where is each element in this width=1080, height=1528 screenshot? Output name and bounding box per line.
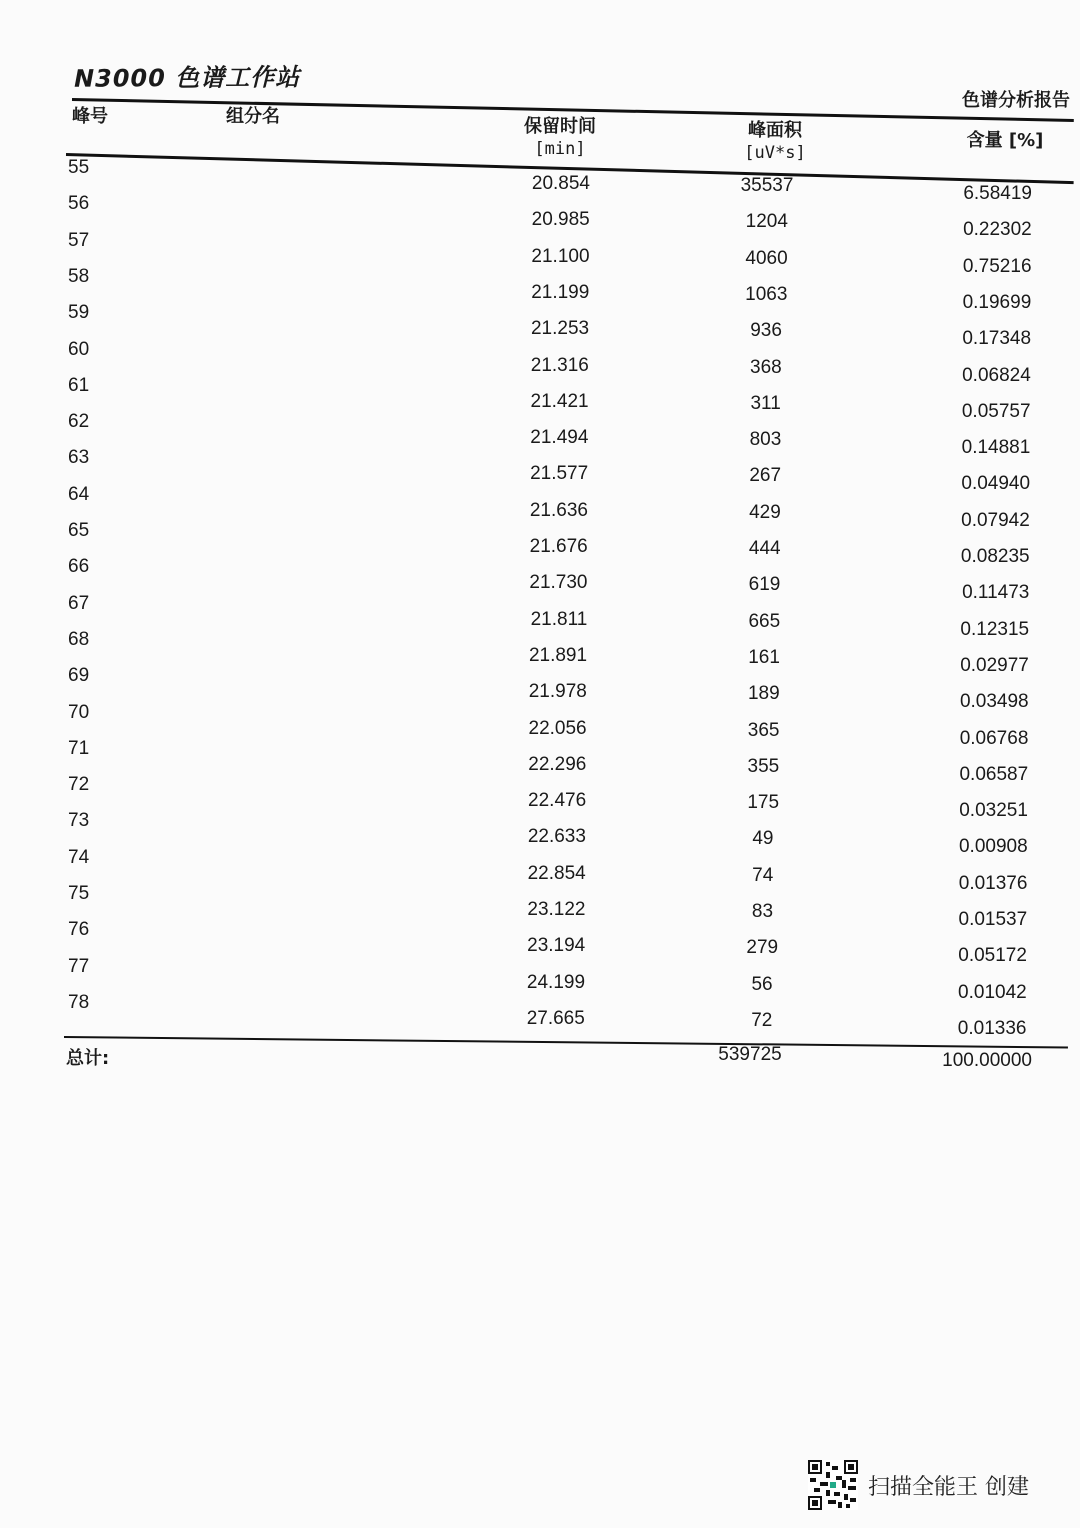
content-percent: 0.01042 bbox=[958, 981, 1027, 1003]
peak-number: 57 bbox=[68, 229, 90, 251]
content-percent: 0.07942 bbox=[961, 509, 1030, 531]
content-percent: 0.14881 bbox=[961, 437, 1031, 459]
peak-number: 75 bbox=[68, 883, 90, 904]
peak-area: 1204 bbox=[745, 211, 788, 233]
peak-area: 74 bbox=[752, 864, 774, 886]
retention-time: 21.316 bbox=[530, 354, 589, 376]
column-header-peak: 峰号 bbox=[72, 106, 108, 127]
retention-time: 22.854 bbox=[527, 862, 586, 884]
retention-time: 21.676 bbox=[529, 536, 588, 557]
peak-area: 444 bbox=[748, 538, 781, 559]
peak-area: 175 bbox=[747, 792, 780, 814]
peak-number: 56 bbox=[68, 193, 90, 215]
peak-area-label: 峰面积 bbox=[748, 120, 802, 141]
retention-time: 24.199 bbox=[526, 971, 586, 993]
retention-time: 21.577 bbox=[530, 463, 589, 485]
content-percent: 0.19699 bbox=[962, 291, 1032, 313]
peak-area: 311 bbox=[750, 392, 781, 414]
peak-number: 64 bbox=[68, 483, 90, 505]
peak-number: 77 bbox=[68, 955, 90, 977]
retention-time: 21.100 bbox=[531, 245, 590, 267]
peak-number: 70 bbox=[68, 701, 90, 723]
peak-area: 803 bbox=[749, 429, 782, 451]
peak-area: 368 bbox=[750, 356, 782, 378]
content-percent: 6.58419 bbox=[963, 183, 1032, 204]
content-percent: 0.06587 bbox=[959, 763, 1029, 785]
peak-number: 63 bbox=[68, 447, 90, 469]
peak-area: 279 bbox=[746, 937, 779, 959]
peak-number: 69 bbox=[68, 665, 90, 687]
peak-area: 365 bbox=[747, 719, 780, 741]
peak-number: 58 bbox=[68, 265, 90, 287]
peak-area: 189 bbox=[747, 683, 780, 705]
peak-number: 62 bbox=[68, 411, 90, 433]
retention-time: 21.199 bbox=[531, 281, 590, 303]
peak-area: 619 bbox=[748, 574, 781, 596]
total-label: 总计: bbox=[66, 1048, 110, 1069]
retention-time: 20.985 bbox=[531, 209, 590, 231]
peak-area: 429 bbox=[749, 501, 781, 523]
retention-time-label: 保留时间 bbox=[524, 116, 596, 137]
peak-number: 60 bbox=[68, 338, 90, 360]
peak-area: 936 bbox=[750, 320, 782, 342]
column-header-retention-time bbox=[510, 116, 610, 160]
peak-number: 68 bbox=[68, 628, 90, 650]
content-percent: 0.01376 bbox=[958, 872, 1028, 894]
peak-area: 355 bbox=[747, 755, 780, 777]
content-percent: 0.01336 bbox=[957, 1017, 1027, 1039]
content-percent: 0.05172 bbox=[958, 945, 1027, 967]
content-percent: 0.02977 bbox=[960, 654, 1029, 676]
content-percent: 0.05757 bbox=[961, 400, 1031, 422]
retention-time: 22.296 bbox=[528, 753, 587, 775]
peak-area: 1063 bbox=[745, 283, 788, 305]
peak-area: 35537 bbox=[740, 175, 794, 196]
content-percent: 0.01537 bbox=[958, 909, 1028, 930]
content-percent: 0.17348 bbox=[962, 328, 1032, 350]
content-percent: 0.06824 bbox=[962, 364, 1031, 386]
content-percent: 0.08235 bbox=[960, 546, 1030, 567]
total-content: 100.00000 bbox=[942, 1050, 1032, 1071]
peak-number: 59 bbox=[68, 302, 90, 324]
peak-area: 83 bbox=[751, 901, 774, 922]
retention-time: 21.494 bbox=[530, 427, 589, 449]
scanner-watermark-text: 扫描全能王 创建 bbox=[868, 1474, 1029, 1500]
column-header-name: 组分名 bbox=[226, 106, 280, 127]
report-title: 色谱分析报告 bbox=[962, 90, 1070, 111]
content-percent: 0.00908 bbox=[958, 836, 1028, 858]
peak-number: 67 bbox=[68, 592, 90, 614]
content-percent: 0.11473 bbox=[962, 582, 1030, 604]
peak-number: 72 bbox=[68, 774, 90, 796]
retention-time: 21.253 bbox=[530, 318, 590, 340]
total-area: 539725 bbox=[718, 1044, 782, 1065]
peak-area: 267 bbox=[749, 465, 782, 487]
peak-area: 4060 bbox=[745, 247, 788, 269]
retention-time: 23.194 bbox=[527, 935, 586, 957]
qr-code-icon bbox=[808, 1460, 858, 1510]
peak-number: 74 bbox=[68, 846, 90, 868]
peak-number: 65 bbox=[68, 520, 90, 541]
retention-time: 27.665 bbox=[526, 1007, 585, 1029]
content-percent: 0.06768 bbox=[959, 727, 1029, 749]
workstation-title: N3000 色谱工作站 bbox=[73, 63, 301, 93]
content-percent: 0.22302 bbox=[963, 219, 1032, 241]
retention-time-unit: [min] bbox=[534, 139, 586, 159]
peak-number: 71 bbox=[68, 737, 90, 759]
retention-time: 21.891 bbox=[528, 644, 588, 666]
content-percent: 0.04940 bbox=[961, 473, 1031, 495]
retention-time: 23.122 bbox=[527, 899, 586, 920]
content-percent: 0.03498 bbox=[959, 691, 1029, 713]
retention-time: 21.636 bbox=[529, 499, 588, 521]
peak-number: 73 bbox=[68, 810, 90, 832]
column-header-content: 含量 [%] bbox=[966, 130, 1044, 151]
peak-area: 49 bbox=[752, 828, 774, 850]
retention-time: 21.421 bbox=[530, 390, 589, 412]
retention-time: 21.811 bbox=[530, 608, 588, 630]
peak-area: 56 bbox=[751, 973, 773, 995]
peak-area: 161 bbox=[748, 646, 780, 668]
peak-area: 72 bbox=[751, 1009, 773, 1031]
peak-area-unit: [uV*s] bbox=[744, 143, 806, 163]
peak-number: 76 bbox=[68, 919, 90, 941]
peak-number: 61 bbox=[68, 374, 90, 396]
peak-number: 66 bbox=[68, 556, 90, 578]
scanner-watermark bbox=[808, 1460, 1029, 1510]
content-percent: 0.03251 bbox=[959, 800, 1028, 822]
peak-number: 55 bbox=[68, 157, 90, 178]
retention-time: 22.476 bbox=[528, 790, 587, 812]
retention-time: 21.730 bbox=[529, 572, 588, 594]
peak-number: 78 bbox=[68, 991, 90, 1013]
table-row bbox=[0, 991, 1080, 1039]
retention-time: 20.854 bbox=[531, 173, 590, 194]
peak-area: 665 bbox=[748, 610, 781, 632]
content-percent: 0.12315 bbox=[960, 618, 1030, 640]
content-percent: 0.75216 bbox=[962, 255, 1032, 277]
retention-time: 22.633 bbox=[527, 826, 586, 848]
retention-time: 22.056 bbox=[528, 717, 587, 739]
table-row bbox=[0, 302, 1080, 350]
retention-time: 21.978 bbox=[528, 681, 587, 703]
